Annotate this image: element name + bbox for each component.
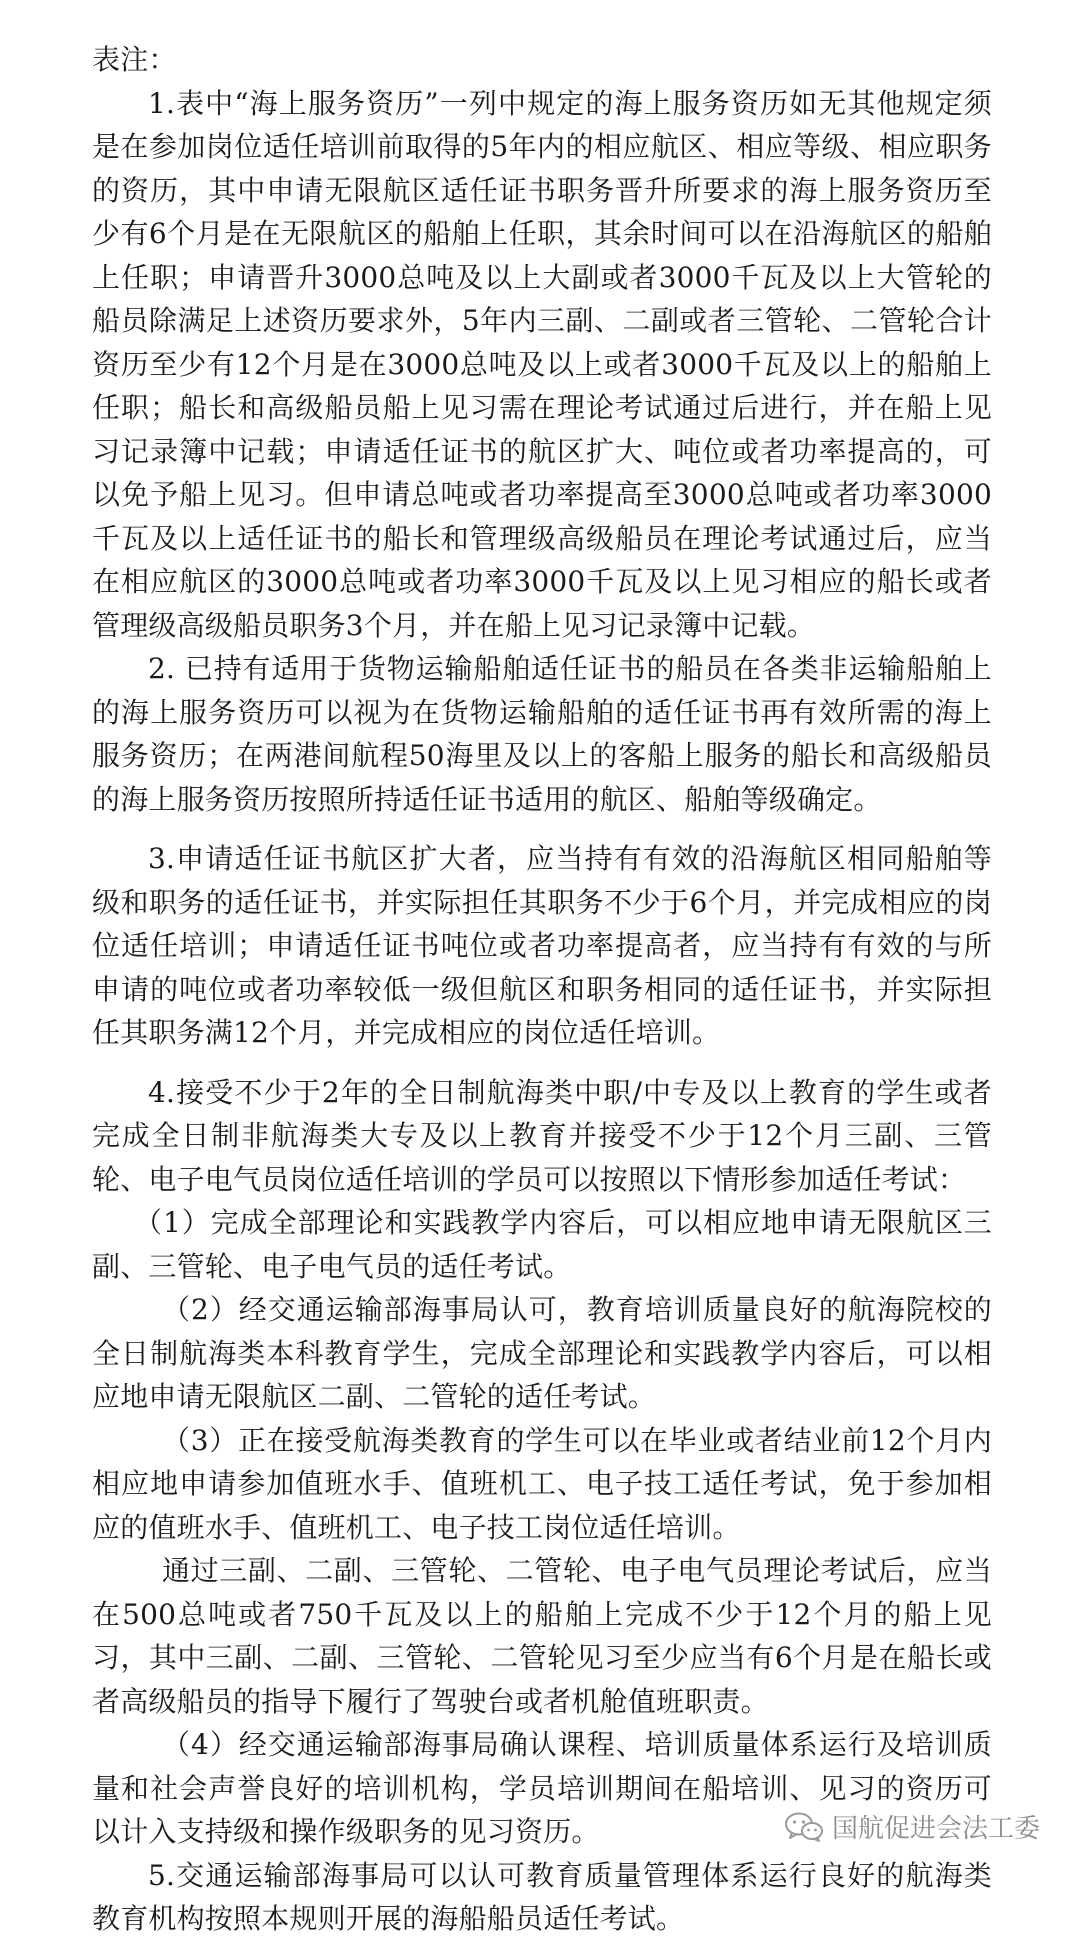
note-4-item-3-continued: 通过三副、二副、三管轮、二管轮、电子电气员理论考试后，应当在500总吨或者750千瓦及以上的船舶上完成不少于12个月的船上见习，其中三副、二副、三管轮、二管轮见习至少应当有6个月是在船长或者高级船员的指导下履行了驾驶台或者机舱值班职责。 [92, 1554, 992, 1718]
note-5: 5.交通运输部海事局可以认可教育质量管理体系运行良好的航海类教育机构按照本规则开展的海船船员适任考试。 [92, 1858, 992, 1935]
note-2: 2. 已持有适用于货物运输船舶适任证书的船员在各类非运输船舶上的海上服务资历可以视为在货物运输船舶的适任证书再有效所需的海上服务资历；在两港间航程50海里及以上的客船上服务的船长和高级船员的海上服务资历按照所持适任证书适用的航区、船舶等级确定。 [92, 652, 992, 816]
note-4-item-4: （4）经交通运输部海事局确认课程、培训质量体系运行及培训质量和社会声誉良好的培训机构，学员培训期间在船培训、见习的资历可以计入支持级和操作级职务的见习资历。 [92, 1728, 992, 1848]
notes-heading: 表注： [92, 43, 177, 76]
note-3: 3.申请适任证书航区扩大者，应当持有有效的沿海航区相同船舶等级和职务的适任证书，并实际担任其职务不少于6个月，并完成相应的岗位适任培训；申请适任证书吨位或者功率提高者，应当持有有效的与所申请的吨位或者功率较低一级但航区和职务相同的适任证书，并实际担任其职务满12个月，并完成相应的岗位适任培训。 [92, 842, 992, 1049]
note-4: 4.接受不少于2年的全日制航海类中职/中专及以上教育的学生或者完成全日制非航海类大专及以上教育并接受不少于12个月三副、三管轮、电子电气员岗位适任培训的学员可以按照以下情形参加适任考试： [92, 1075, 992, 1196]
wechat-icon [784, 1811, 824, 1843]
note-4-item-1: （1）完成全部理论和实践教学内容后，可以相应地申请无限航区三副、三管轮、电子电气员的适任考试。 [92, 1206, 992, 1283]
note-1: 1.表中“海上服务资历”一列中规定的海上服务资历如无其他规定须是在参加岗位适任培训前取得的5年内的相应航区、相应等级、相应职务的资历，其中申请无限航区适任证书职务晋升所要求的海上服务资历至少有6个月是在无限航区的船舶上任职，其余时间可以在沿海航区的船舶上任职；申请晋升3000总吨及以上大副或者3000千瓦及以上大管轮的船员除满足上述资历要求外，5年内三副、二副或者三管轮、二管轮合计资历至少有12个月是在3000总吨及以上或者3000千瓦及以上的船舶上任职；船长和高级船员船上见习需在理论考试通过后进行，并在船上见习记录簿中记载；申请适任证书的航区扩大、吨位或者功率提高的，可以免予船上见习。但申请总吨或者功率提高至3000总吨或者功率3000千瓦及以上适任证书的船长和管理级高级船员在理论考试通过后，应当在相应航区的3000总吨或者功率3000千瓦及以上见习相应的船长或者管理级高级船员职务3个月，并在船上见习记录簿中记载。 [92, 86, 992, 642]
note-4-item-2: （2）经交通运输部海事局认可，教育培训质量良好的航海院校的全日制航海类本科教育学生，完成全部理论和实践教学内容后，可以相应地申请无限航区二副、二管轮的适任考试。 [92, 1293, 992, 1413]
watermark-text: 国航促进会法工委 [831, 1814, 1040, 1844]
note-4-item-3: （3）正在接受航海类教育的学生可以在毕业或者结业前12个月内相应地申请参加值班水手、值班机工、电子技工适任考试，免于参加相应的值班水手、值班机工、电子技工岗位适任培训。 [92, 1423, 992, 1544]
watermark [784, 1808, 1040, 1845]
notes-body [92, 38, 992, 1941]
